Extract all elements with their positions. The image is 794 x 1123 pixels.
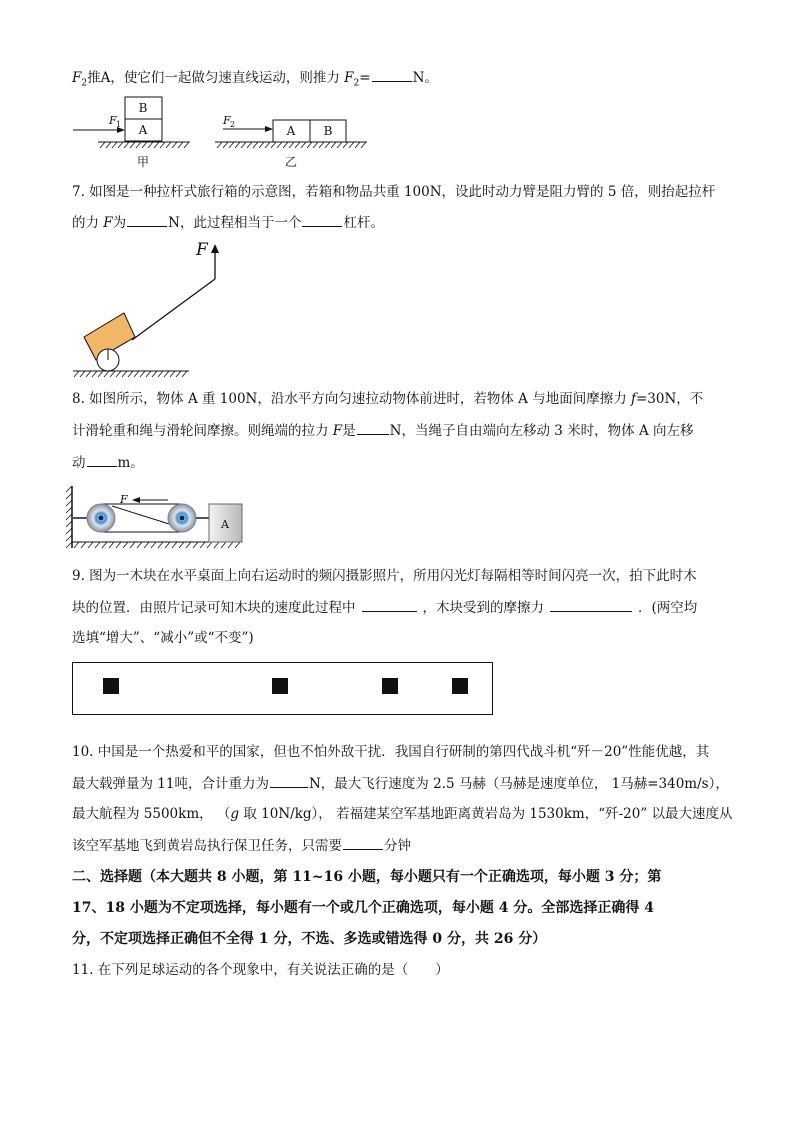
block-position-2 bbox=[272, 678, 288, 694]
jia-ground-hatch bbox=[100, 142, 189, 148]
q10-text-b: N，最大飞行速度为 2.5 马赫（马赫是速度单位， 1马赫=340m/s）， bbox=[308, 776, 729, 792]
figure-jia-yi bbox=[95, 94, 375, 174]
q6-unit: N。 bbox=[412, 70, 438, 86]
q7-line-2 bbox=[72, 213, 384, 232]
q8-text-c: 计滑轮重和绳与滑轮间摩擦。则绳端的拉力 bbox=[72, 423, 333, 439]
q8-text-e: N，当绳子自由端向左移动 3 米时，物体 A 向左移 bbox=[389, 423, 694, 439]
q10-text-c: 最大航程为 5500km， （ bbox=[72, 806, 231, 822]
fixed-pulley-axle bbox=[99, 516, 104, 521]
q7-answer-blank-1[interactable] bbox=[127, 213, 167, 227]
q7-text-d: 杠杆。 bbox=[343, 215, 384, 231]
q10-answer-blank-2[interactable] bbox=[343, 836, 383, 850]
q7-line-1: 7. 如图是一种拉杆式旅行箱的示意图，若箱和物品共重 100N，设此时动力臂是阻力臂的 5 倍，则抬起拉杆 bbox=[72, 184, 716, 200]
jia-force-label: F bbox=[109, 114, 117, 127]
q8-text-g: m。 bbox=[117, 455, 144, 471]
q7-text-b: 为 bbox=[112, 215, 127, 231]
q9-line-3: 选填“增大”、“减小”或“不变”) bbox=[72, 630, 254, 646]
q10-text-e: 该空军基地飞到黄岩岛执行保卫任务，只需要 bbox=[72, 838, 342, 854]
q8-text-f: 动 bbox=[72, 455, 86, 471]
q10-answer-blank-1[interactable] bbox=[270, 774, 308, 788]
q10-g-symbol: g bbox=[230, 806, 240, 822]
q6-answer-blank[interactable] bbox=[372, 68, 412, 82]
jia-label-a: A bbox=[138, 123, 148, 137]
block-position-4 bbox=[452, 678, 468, 694]
ground-hatch bbox=[74, 542, 240, 548]
q7-answer-blank-2[interactable] bbox=[302, 213, 342, 227]
q9-answer-blank-1[interactable] bbox=[362, 598, 417, 612]
q9-text-c: ．(两空均 bbox=[638, 600, 698, 616]
q8-text-b: =30N，不 bbox=[636, 391, 704, 407]
section-2-heading-line-2: 17、18 小题为不定项选择，每小题有一个或几个正确选项，每小题 4 分。全部选择正确得 4 bbox=[72, 900, 654, 916]
lift-force-arrowhead bbox=[211, 244, 219, 253]
block-position-3 bbox=[382, 678, 398, 694]
yi-label-b: B bbox=[323, 124, 333, 138]
q8-force-symbol: F bbox=[332, 423, 343, 439]
q10-text-d: 取 10N/kg）， 若福建某空军基地距离黄岩岛为 1530km，“歼-20” 以最大速度从 bbox=[239, 806, 733, 822]
block-position-1 bbox=[103, 678, 119, 694]
yi-force-label: F bbox=[223, 114, 231, 127]
block-a-label: A bbox=[221, 518, 229, 531]
q9-line-1: 9. 图为一木块在水平桌面上向右运动时的频闪摄影照片，所用闪光灯每隔相等时间闪亮一次，拍下此时木 bbox=[72, 568, 697, 584]
q10-line-4 bbox=[72, 836, 411, 855]
q10-text-f: 分钟 bbox=[384, 838, 411, 854]
pull-force-arrowhead bbox=[132, 497, 140, 503]
q8-text-a: 8. 如图所示，物体 A 重 100N，沿水平方向匀速拉动物体前进时，若物体 A 与地面间摩擦力 bbox=[72, 391, 631, 407]
lift-force-label: F bbox=[196, 240, 208, 260]
figure-luggage-lever bbox=[72, 236, 232, 382]
q8-line-3 bbox=[72, 453, 144, 472]
q11-text: 11. 在下列足球运动的各个现象中，有关说法正确的是（ ） bbox=[72, 962, 449, 978]
q6-equals: = bbox=[359, 70, 371, 86]
q10-line-3 bbox=[72, 805, 733, 823]
q9-text-b: ，木块受到的摩擦力 bbox=[422, 600, 544, 616]
lever-handle bbox=[132, 279, 215, 340]
q7-force-symbol: F bbox=[103, 215, 113, 231]
yi-label-a: A bbox=[286, 124, 296, 138]
q8-text-d: 是 bbox=[342, 423, 356, 439]
q6-tail-text bbox=[72, 68, 438, 93]
q6-force-symbol: F bbox=[72, 70, 82, 86]
q8-answer-blank-2[interactable] bbox=[87, 453, 117, 467]
q7-text-a: 的力 bbox=[72, 215, 104, 231]
movable-pulley-axle bbox=[180, 516, 185, 521]
q8-line-1 bbox=[72, 390, 703, 408]
pull-force-label: F bbox=[120, 493, 128, 506]
figure-strobe-photo bbox=[72, 662, 494, 717]
q7-text-c: N，此过程相当于一个 bbox=[168, 215, 302, 231]
jia-caption: 甲 bbox=[136, 155, 150, 169]
q8-answer-blank-1[interactable] bbox=[357, 421, 389, 435]
yi-caption: 乙 bbox=[284, 155, 298, 169]
lever-ground-hatch bbox=[74, 371, 187, 377]
jia-label-b: B bbox=[138, 101, 148, 115]
q6-force-symbol-2: F bbox=[344, 70, 354, 86]
q8-friction-symbol: f bbox=[631, 391, 636, 407]
figure-pulley-system bbox=[66, 484, 246, 554]
q9-line-2 bbox=[72, 598, 697, 617]
q6-text: 推A，使它们一起做匀速直线运动，则推力 bbox=[87, 70, 345, 86]
yi-force-arrowhead bbox=[265, 126, 273, 132]
q10-line-2 bbox=[72, 774, 729, 793]
q6-force-subscript: 2 bbox=[81, 78, 88, 89]
q10-text-a: 最大载弹量为 11吨，合计重力为 bbox=[72, 776, 269, 792]
q6-force-subscript-2: 2 bbox=[353, 78, 360, 89]
yi-ground-hatch bbox=[217, 142, 366, 148]
yi-force-sub: 2 bbox=[230, 120, 236, 129]
section-2-heading-line-3: 分，不定项选择正确但不全得 1 分，不选、多选或错选得 0 分，共 26 分） bbox=[72, 931, 547, 947]
q9-answer-blank-2[interactable] bbox=[550, 598, 632, 612]
q10-line-1: 10. 中国是一个热爱和平的国家，但也不怕外敌干扰．我国自行研制的第四代战斗机“歼－20”性能优越，其 bbox=[72, 744, 710, 760]
jia-force-sub: 1 bbox=[116, 120, 122, 129]
q9-text-a: 块的位置．由照片记录可知木块的速度此过程中 bbox=[72, 600, 356, 616]
q8-line-2 bbox=[72, 421, 694, 440]
section-2-heading-line-1: 二、选择题（本大题共 8 小题，第 11~16 小题，每小题只有一个正确选项，每小题 3 分；第 bbox=[72, 869, 662, 885]
wall-hatch bbox=[66, 486, 72, 548]
